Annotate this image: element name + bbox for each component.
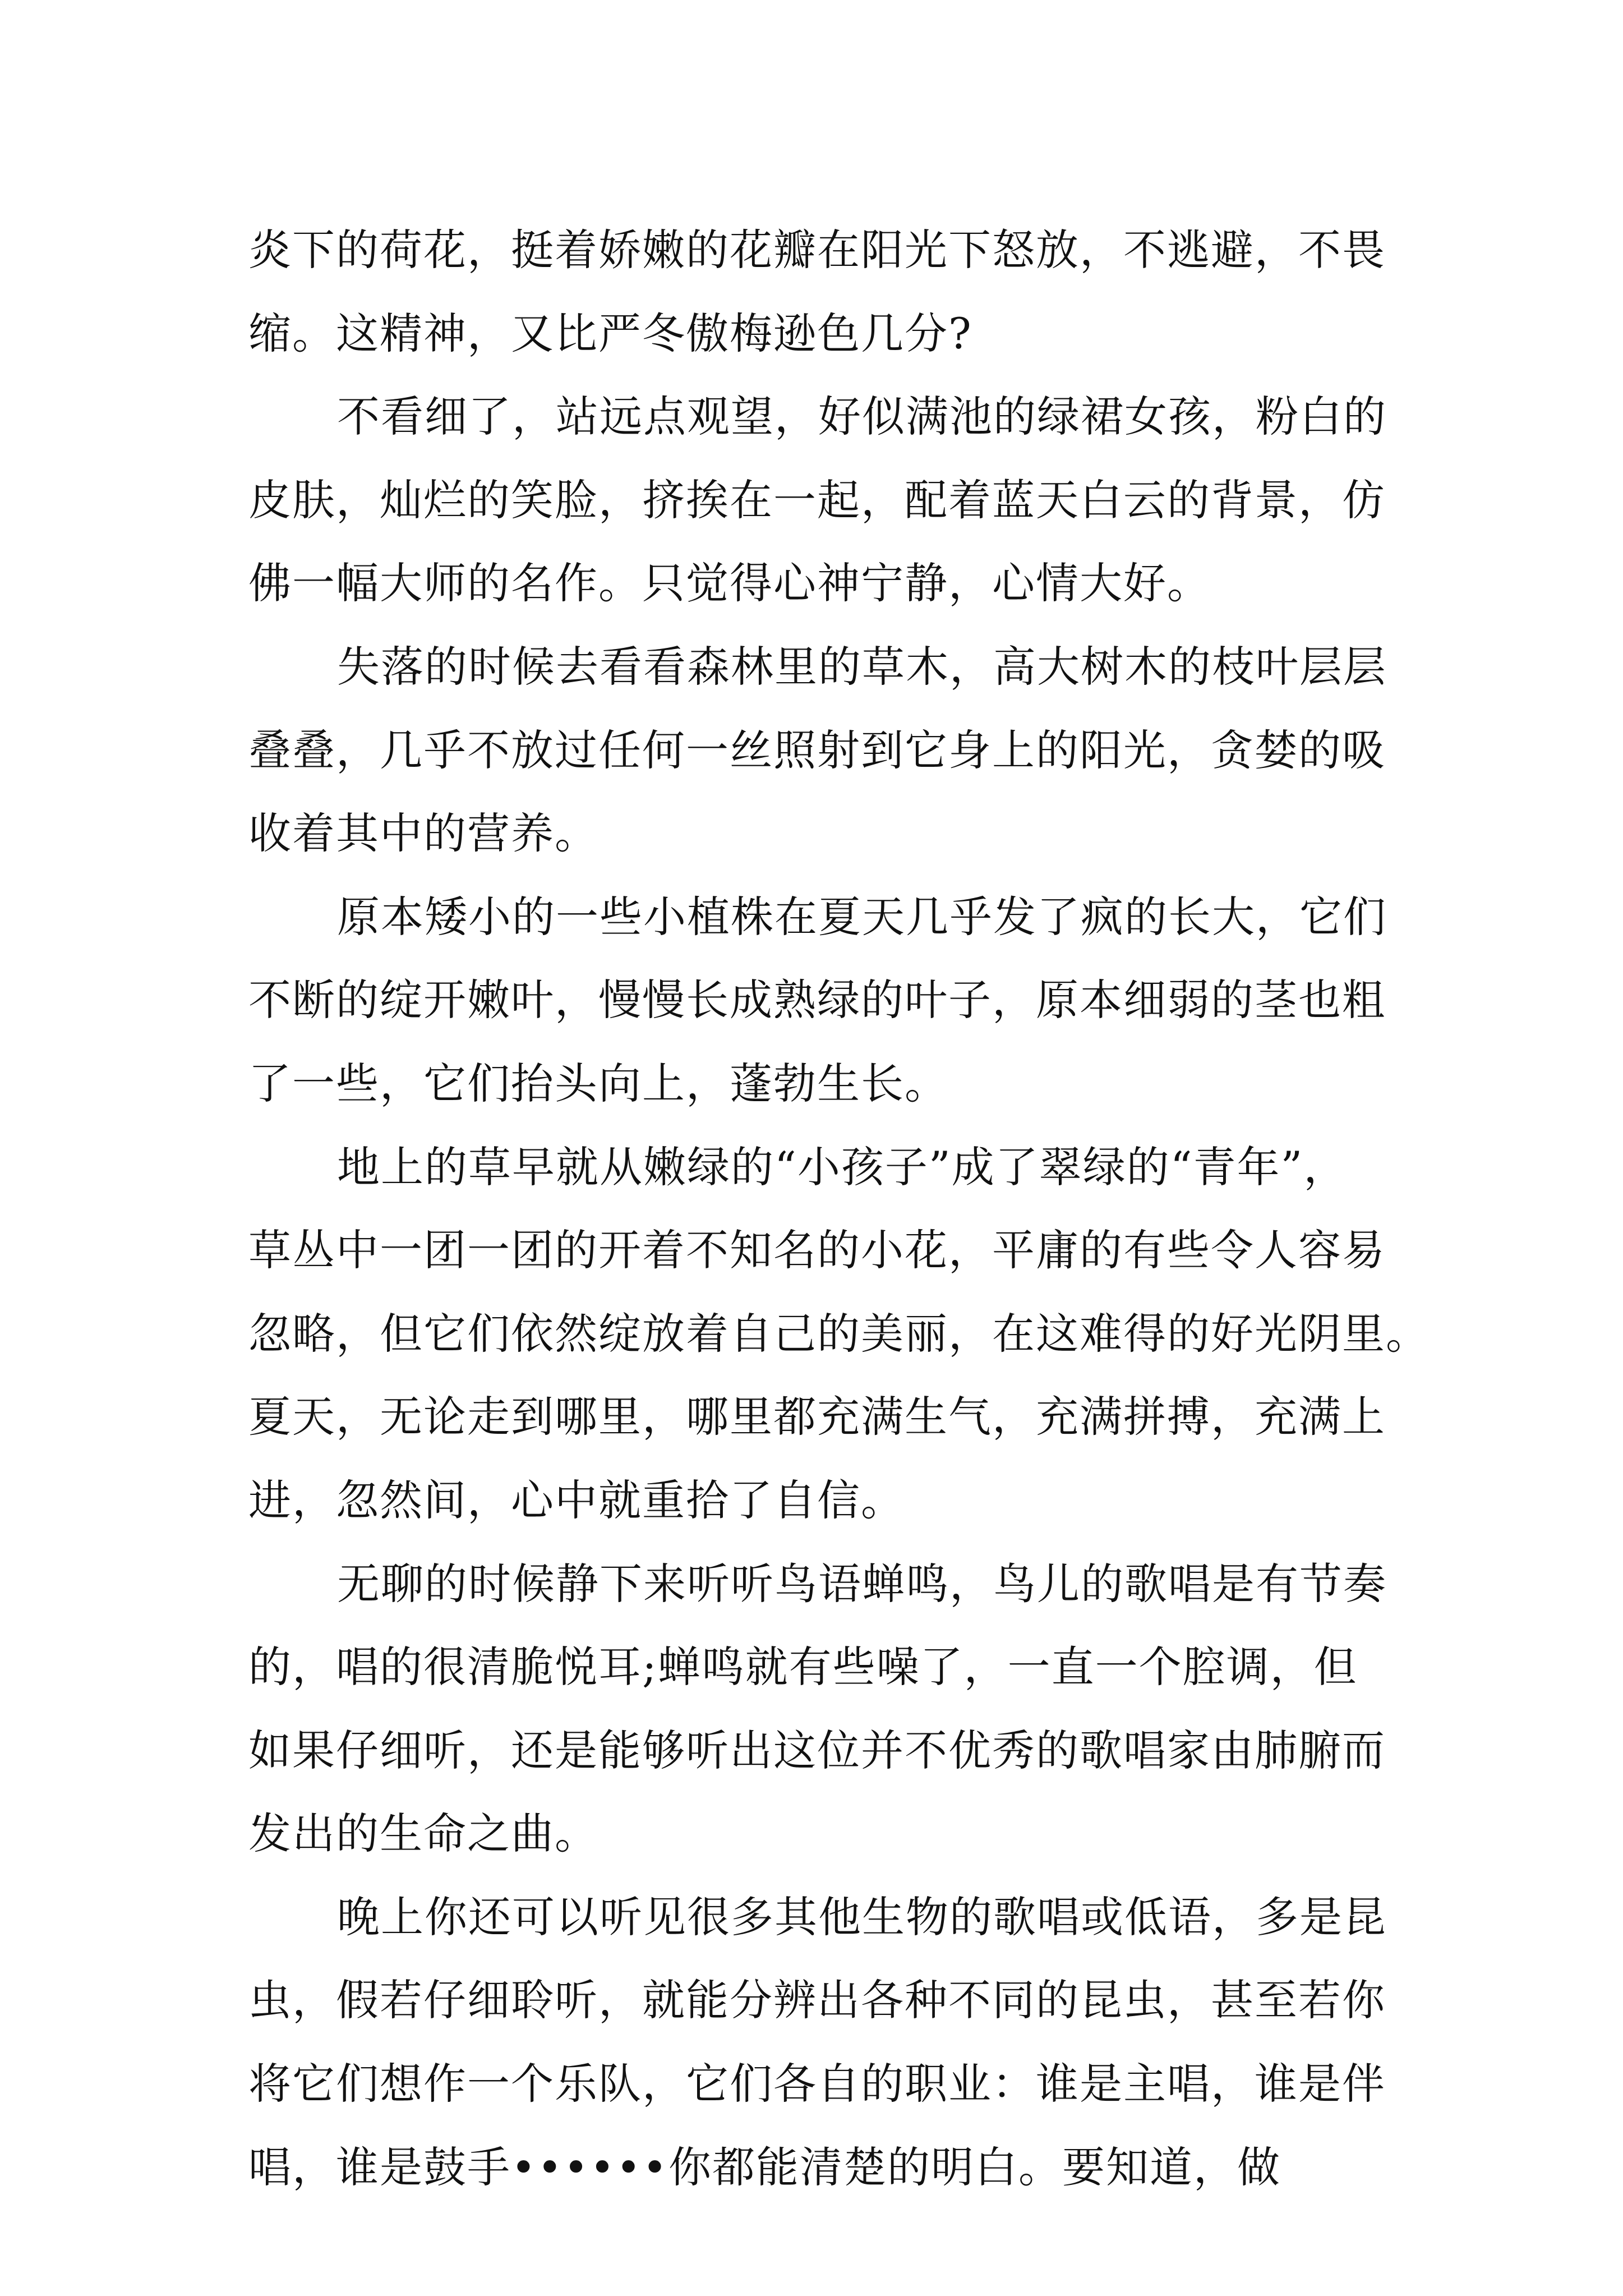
text-line: 夏天，无论走到哪里，哪里都充满生气，充满拼搏，充满上 — [248, 1392, 1386, 1442]
paragraph-first-line: 地上的草早就从嫩绿的“小孩子”成了翠绿的“青年”， — [337, 1142, 1348, 1192]
text-line: 忽略，但它们依然绽放着自己的美丽，在这难得的好光阴里。 — [248, 1308, 1430, 1359]
text-line: 了一些，它们抬头向上，蓬勃生长。 — [248, 1058, 948, 1108]
paragraph-first-line: 无聊的时候静下来听听鸟语蝉鸣，鸟儿的歌唱是有节奏 — [337, 1558, 1387, 1609]
text-line: 草丛中一团一团的开着不知名的小花，平庸的有些令人容易 — [248, 1225, 1386, 1276]
text-line: 发出的生命之曲。 — [248, 1809, 598, 1859]
body-text — [248, 209, 1430, 2209]
paragraph-first-line: 晚上你还可以听见很多其他生物的歌唱或低语，多是昆 — [337, 1892, 1387, 1942]
paragraph-first-line: 原本矮小的一些小植株在夏天几乎发了疯的长大，它们 — [337, 891, 1387, 942]
paragraph-first-line: 失落的时候去看看森林里的草木，高大树木的枝叶层层 — [337, 641, 1387, 692]
text-line: 佛一幅大师的名作。只觉得心神宁静，心情大好。 — [248, 558, 1211, 609]
text-line: 皮肤，灿烂的笑脸，挤挨在一起，配着蓝天白云的背景，仿 — [248, 475, 1386, 525]
text-line: 的，唱的很清脆悦耳;蝉鸣就有些噪了，一直一个腔调，但 — [248, 1642, 1358, 1692]
text-line: 唱，谁是鼓手••••••你都能清楚的明白。要知道，做 — [248, 2142, 1281, 2192]
text-line: 缩。这精神，又比严冬傲梅逊色几分? — [248, 308, 972, 358]
text-line: 将它们想作一个乐队，它们各自的职业：谁是主唱，谁是伴 — [248, 2059, 1386, 2109]
text-line: 如果仔细听，还是能够听出这位并不优秀的歌唱家由肺腑而 — [248, 1725, 1386, 1775]
text-line: 叠叠，几乎不放过任何一丝照射到它身上的阳光，贪婪的吸 — [248, 725, 1386, 775]
text-line: 不断的绽开嫩叶，慢慢长成熟绿的叶子，原本细弱的茎也粗 — [248, 975, 1386, 1025]
text-line: 进，忽然间，心中就重拾了自信。 — [248, 1475, 905, 1525]
text-line: 炎下的荷花，挺着娇嫩的花瓣在阳光下怒放，不逃避，不畏 — [248, 225, 1386, 275]
text-line: 虫，假若仔细聆听，就能分辨出各种不同的昆虫，甚至若你 — [248, 1975, 1386, 2026]
paragraph-first-line: 不看细了，站远点观望，好似满池的绿裙女孩，粉白的 — [337, 392, 1387, 442]
text-line: 收着其中的营养。 — [248, 808, 598, 859]
